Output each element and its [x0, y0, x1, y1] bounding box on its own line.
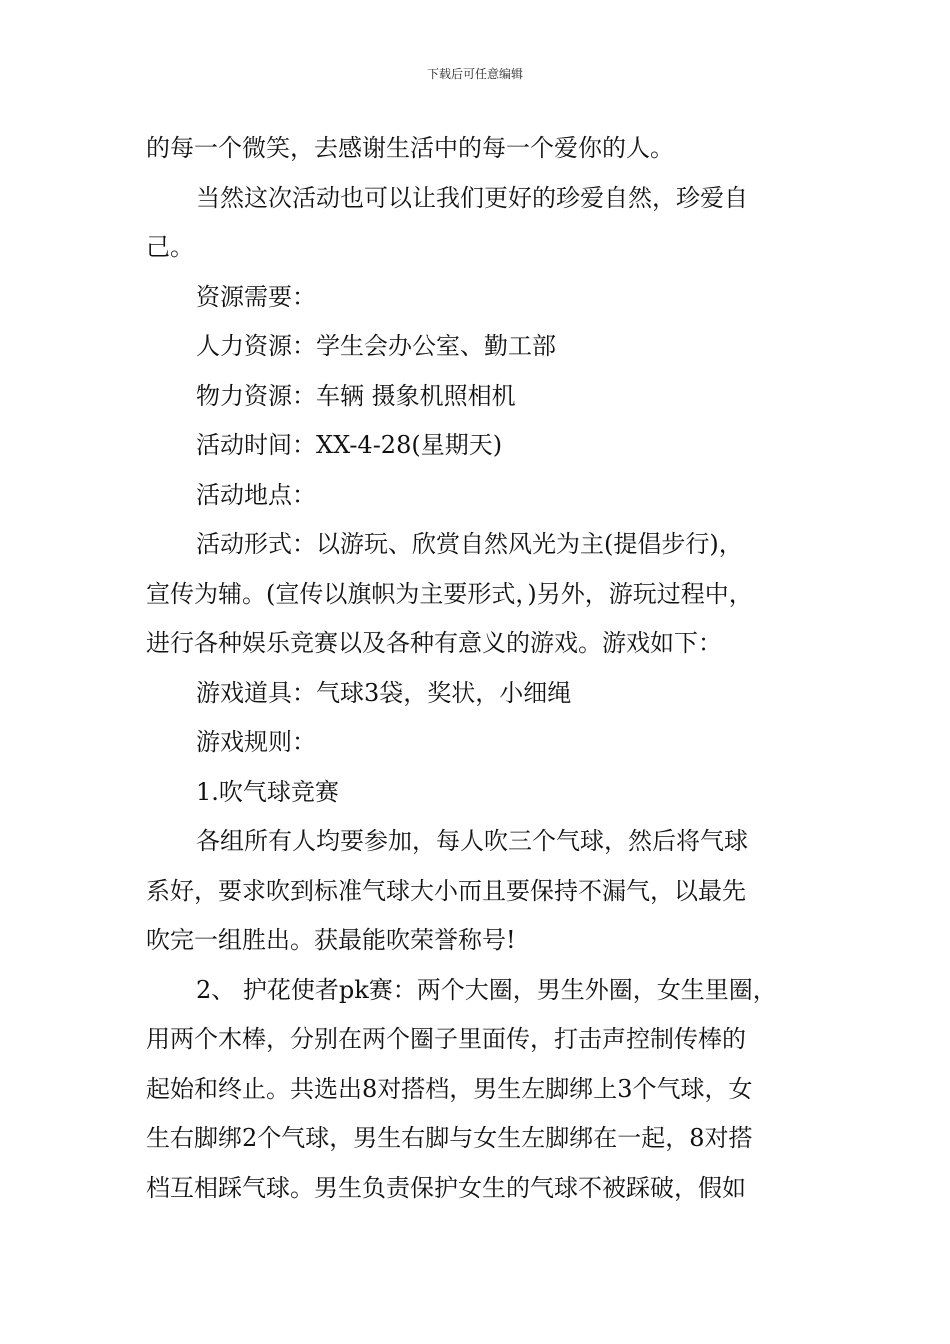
- text-line: 的每一个微笑，去感谢生活中的每一个爱你的人。: [146, 134, 674, 162]
- text-line: 资源需要：: [196, 282, 316, 311]
- text-line: 宣传为辅。(宣传以旗帜为主要形式，)另外，游玩过程中，: [146, 579, 753, 608]
- text-line: 用两个木棒，分别在两个圈子里面传，打击声控制传棒的: [146, 1025, 746, 1053]
- document-body: [146, 124, 810, 1213]
- text-line: 己。: [146, 233, 194, 261]
- text-line: 系好，要求吹到标准气球大小而且要保持不漏气，以最先: [146, 876, 746, 905]
- text-line: 档互相踩气球。男生负责保护女生的气球不被踩破，假如: [146, 1173, 746, 1202]
- text-line: 2、 护花使者pk赛：两个大圈，男生外圈，女生里圈，: [196, 975, 777, 1004]
- text-line: 物力资源：车辆 摄象机照相机: [196, 381, 516, 410]
- text-line: 吹完一组胜出。获最能吹荣誉称号!: [146, 926, 516, 954]
- text-line: 生右脚绑2个气球，男生右脚与女生左脚绑在一起，8对搭: [146, 1124, 753, 1152]
- text-line: 活动地点：: [196, 480, 316, 509]
- text-line: 活动形式：以游玩、欣赏自然风光为主(提倡步行)，: [196, 530, 743, 558]
- text-line: 进行各种娱乐竞赛以及各种有意义的游戏。游戏如下：: [146, 629, 722, 657]
- text-line: 游戏规则：: [196, 728, 316, 756]
- text-line: 活动时间：XX-4-28(星期天): [196, 431, 503, 459]
- text-line: 当然这次活动也可以让我们更好的珍爱自然，珍爱自: [196, 183, 748, 212]
- text-line: 各组所有人均要参加，每人吹三个气球，然后将气球: [196, 827, 748, 855]
- text-line: 游戏道具：气球3袋，奖状，小细绳: [196, 678, 572, 707]
- text-line: 1.吹气球竞赛: [196, 777, 339, 806]
- text-line: 人力资源：学生会办公室、勤工部: [196, 332, 556, 360]
- page-header: 下载后可任意编辑: [426, 67, 523, 81]
- text-line: 起始和终止。共选出8对搭档，男生左脚绑上3个气球，女: [146, 1074, 753, 1103]
